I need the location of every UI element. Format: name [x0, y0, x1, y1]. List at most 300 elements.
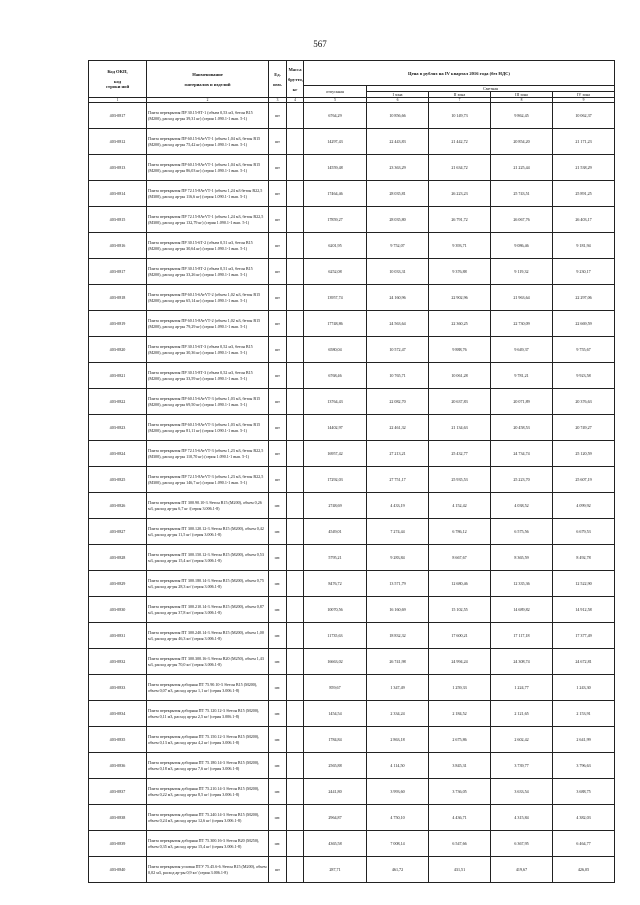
row-mass: [287, 233, 304, 259]
row-name: Плита перекрытия ПР 60.15-6АтVТ-1 (объем 1,04 м3, бетон В15 (М200), расход ар-ры 75,42 кг) (серия 1.090.1-1 вып. 5-1): [147, 129, 269, 155]
table-row: [89, 493, 615, 519]
table-row: [89, 701, 615, 727]
row-release-price: 16957,42: [304, 441, 367, 467]
row-name: Плита перекрытия ПР 72.15-6АтVТ-3 (объем 1,23 м3, бетон В22,5 (М300), расход ар-ры 110,70 кг) (серия 1.090.1-1 вып. 5-1): [147, 441, 269, 467]
row-zone1-price: 7 274,44: [367, 519, 429, 545]
row-release-price: 14559,48: [304, 155, 367, 181]
row-unit: шт: [269, 311, 287, 337]
table-row: [89, 545, 615, 571]
row-zone2-price: 3 736,05: [429, 779, 491, 805]
row-zone3-price: 24 308,74: [491, 649, 553, 675]
row-zone1-price: 22 082,70: [367, 389, 429, 415]
row-zone2-price: 8 667,67: [429, 545, 491, 571]
row-unit: шт: [269, 285, 287, 311]
row-code: 403-0822: [89, 389, 147, 415]
row-mass: [287, 311, 304, 337]
row-zone4-price: 17 377,49: [553, 623, 615, 649]
row-mass: [287, 207, 304, 233]
row-zone2-price: 25 432,77: [429, 441, 491, 467]
row-mass: [287, 597, 304, 623]
row-release-price: 14297,43: [304, 129, 367, 155]
table-row: [89, 753, 615, 779]
row-mass: [287, 155, 304, 181]
row-zone2-price: 22 360,25: [429, 311, 491, 337]
table-row: [89, 831, 615, 857]
row-zone3-price: 22 730,09: [491, 311, 553, 337]
row-zone4-price: 8 492,78: [553, 545, 615, 571]
table-row: [89, 129, 615, 155]
row-zone1-price: 27 213,21: [367, 441, 429, 467]
row-zone1-price: 28 035,80: [367, 207, 429, 233]
row-zone3-price: 8 365,59: [491, 545, 553, 571]
row-code: 403-0812: [89, 129, 147, 155]
row-release-price: 1784,84: [304, 727, 367, 753]
table-row: [89, 571, 615, 597]
table-row: [89, 337, 615, 363]
name-header: Наименование материалов и изделий: [147, 61, 269, 98]
row-code: 403-0823: [89, 415, 147, 441]
row-zone3-price: 17 117,18: [491, 623, 553, 649]
row-code: 403-0813: [89, 155, 147, 181]
row-unit: шт: [269, 233, 287, 259]
row-zone2-price: 9 376,88: [429, 259, 491, 285]
row-zone3-price: 24 734,74: [491, 441, 553, 467]
row-zone1-price: 461,72: [367, 857, 429, 883]
row-unit: шт.: [269, 519, 287, 545]
row-name: Плита перекрытия ПТ 300.240.14-3 /бетон В15 (М200), объем 1,00 м3, расход ар-ры 46,3 кг/ (серия 3.006.1-8): [147, 623, 269, 649]
row-zone4-price: 426,05: [553, 857, 615, 883]
row-unit: шт: [269, 155, 287, 181]
row-unit: шт: [269, 207, 287, 233]
row-unit: шт.: [269, 701, 287, 727]
row-unit: шт: [269, 857, 287, 883]
table-row: [89, 467, 615, 493]
row-release-price: 11735,63: [304, 623, 367, 649]
column-index: 4: [287, 98, 304, 103]
row-unit: шт.: [269, 779, 287, 805]
row-zone1-price: 4 114,50: [367, 753, 429, 779]
row-release-price: 2964,87: [304, 805, 367, 831]
row-release-price: 859,67: [304, 675, 367, 701]
row-zone3-price: 20 854,20: [491, 129, 553, 155]
row-zone1-price: 1 347,49: [367, 675, 429, 701]
row-zone4-price: 25 607,19: [553, 467, 615, 493]
table-header: [89, 61, 615, 103]
row-zone3-price: 12 335,36: [491, 571, 553, 597]
row-mass: [287, 389, 304, 415]
row-zone2-price: 9 888,76: [429, 337, 491, 363]
row-code: 403-0826: [89, 493, 147, 519]
row-zone3-price: 1 224,77: [491, 675, 553, 701]
column-index: 9: [553, 98, 615, 103]
unit-header: Ед. изм.: [269, 61, 287, 98]
row-mass: [287, 441, 304, 467]
row-unit: шт.: [269, 571, 287, 597]
row-zone1-price: 24 160,96: [367, 285, 429, 311]
row-zone4-price: 9 181,94: [553, 233, 615, 259]
row-name: Плита перекрытия доборная ПТ 75.120.12-3 /бетон В15 (М200), объем 0,11 м3, расход ар-ры 2,5 кг/ (серия 3.006.1-8): [147, 701, 269, 727]
row-release-price: 2565,88: [304, 753, 367, 779]
row-zone4-price: 3 688,75: [553, 779, 615, 805]
row-zone1-price: 28 035,81: [367, 181, 429, 207]
row-code: 403-0816: [89, 233, 147, 259]
row-unit: шт: [269, 129, 287, 155]
row-code: 403-0835: [89, 727, 147, 753]
table-row: [89, 415, 615, 441]
row-zone3-price: 21 225,44: [491, 155, 553, 181]
row-zone3-price: 4 038,52: [491, 493, 553, 519]
row-zone3-price: 419,67: [491, 857, 553, 883]
row-zone1-price: 22 461,32: [367, 415, 429, 441]
row-zone4-price: 6 464,77: [553, 831, 615, 857]
row-name: Плита перекрытия доборная ПТ 75.90.10-3 /бетон В15 (М200), объем 0,07 м3, расход ар-ры 1,1 кг/ (серия 3.006.1-8): [147, 675, 269, 701]
row-zone2-price: 10 061,28: [429, 363, 491, 389]
row-unit: шт.: [269, 597, 287, 623]
row-code: 403-0836: [89, 753, 147, 779]
row-zone4-price: 22 297,06: [553, 285, 615, 311]
column-index: 7: [429, 98, 491, 103]
column-index: 5: [304, 98, 367, 103]
row-mass: [287, 363, 304, 389]
row-zone4-price: 26 403,17: [553, 207, 615, 233]
row-release-price: 13764,43: [304, 389, 367, 415]
row-unit: шт: [269, 467, 287, 493]
table-row: [89, 155, 615, 181]
row-zone2-price: 4 152,42: [429, 493, 491, 519]
row-name: Плита перекрытия ПР 60.15-6АтVТ-2 (объем 1,02 м3, бетон В15 (М200), расход ар-ры 65,14 кг) (серия 1.090.1-1 вып. 5-1): [147, 285, 269, 311]
row-zone3-price: 21 963,64: [491, 285, 553, 311]
row-release-price: 4549,01: [304, 519, 367, 545]
row-zone4-price: 4 382,03: [553, 805, 615, 831]
row-unit: шт.: [269, 623, 287, 649]
row-name: Плита перекрытия ПТ 300.90.10-3 /бетон В15 (М200), объем 0,26 м3, расход ар-ры 6,7 кг /(серия 3.006.1-8): [147, 493, 269, 519]
row-release-price: 17748,86: [304, 311, 367, 337]
row-zone1-price: 3 993,60: [367, 779, 429, 805]
row-code: 403-0817: [89, 103, 147, 129]
row-zone3-price: 9 119,32: [491, 259, 553, 285]
row-release-price: 287,71: [304, 857, 367, 883]
table-row: [89, 233, 615, 259]
row-name: Плита перекрытия ПР 30.15-6Т-3 (объем 0,52 м3, бетон В15 (М200), расход ар-ры 30,36 кг) (серия 1.090.1-1 вып. 5-1): [147, 337, 269, 363]
row-zone3-price: 3 739,77: [491, 753, 553, 779]
row-zone3-price: 9 862,45: [491, 103, 553, 129]
table-row: [89, 103, 615, 129]
row-mass: [287, 857, 304, 883]
row-name: Плита перекрытия ПР 30.15-8Т-1 (объем 0,53 м3, бетон В15 (М200), расход ар-ры 39,31 кг) (серия 1.090.1-1 вып. 5-1): [147, 103, 269, 129]
row-zone3-price: 6 575,56: [491, 519, 553, 545]
row-code: 403-0819: [89, 311, 147, 337]
row-zone4-price: 10 062,37: [553, 103, 615, 129]
row-zone2-price: 15 102,55: [429, 597, 491, 623]
row-zone3-price: 9 649,37: [491, 337, 553, 363]
row-zone1-price: 23 363,29: [367, 155, 429, 181]
row-release-price: 6201,95: [304, 233, 367, 259]
table-row: [89, 857, 615, 883]
row-zone2-price: 21 442,72: [429, 129, 491, 155]
table-row: [89, 207, 615, 233]
row-unit: шт.: [269, 545, 287, 571]
row-zone4-price: 2 153,91: [553, 701, 615, 727]
row-mass: [287, 623, 304, 649]
row-unit: шт.: [269, 493, 287, 519]
column-index: 1: [89, 98, 147, 103]
row-unit: шт: [269, 181, 287, 207]
row-zone4-price: 25 120,59: [553, 441, 615, 467]
row-release-price: 17292,03: [304, 467, 367, 493]
row-zone3-price: 20 458,53: [491, 415, 553, 441]
row-mass: [287, 181, 304, 207]
row-name: Плита перекрытия доборная ПТ 75.180.14-3 /бетон В15 (М200), объем 0,18 м3, расход ар-ры 7,6 кг/ (серия 3.006.1-8): [147, 753, 269, 779]
row-release-price: 2441,80: [304, 779, 367, 805]
table-row: [89, 675, 615, 701]
row-unit: шт.: [269, 805, 287, 831]
row-zone1-price: 24 563,64: [367, 311, 429, 337]
row-name: Плита перекрытия ПР 60.15-8АтVТ-2 (объем 1,02 м3, бетон В15 (М200), расход ар-ры 79,29 кг) (серия 1.090.1-1 вып. 5-1): [147, 311, 269, 337]
row-code: 403-0825: [89, 467, 147, 493]
row-mass: [287, 545, 304, 571]
table-row: [89, 623, 615, 649]
row-mass: [287, 727, 304, 753]
row-release-price: 6252,08: [304, 259, 367, 285]
row-release-price: 6580,04: [304, 337, 367, 363]
column-index: 2: [147, 98, 269, 103]
table-row: [89, 389, 615, 415]
row-zone2-price: 2 675,86: [429, 727, 491, 753]
row-zone2-price: 4 436,71: [429, 805, 491, 831]
row-code: 403-0817: [89, 259, 147, 285]
row-release-price: 2748,69: [304, 493, 367, 519]
row-name: Плита перекрытия ПТ 300.150.12-3 /бетон В15 (М200), объем 0,53 м3, расход ар-ры 15,4 кг/ (серия 3.006.1-8): [147, 545, 269, 571]
row-name: Плита перекрытия ПР 60.15-6АтVТ-3 (объем 1,03 м3, бетон В15 (М200), расход ар-ры 69,50 кг) (серия 1.090.1-1 вып. 5-1): [147, 389, 269, 415]
row-release-price: 6768,46: [304, 363, 367, 389]
row-zone1-price: 7 008,14: [367, 831, 429, 857]
row-mass: [287, 259, 304, 285]
row-code: 403-0840: [89, 857, 147, 883]
row-name: Плита перекрытия доборная ПТ 75.210.14-3 /бетон В15 (М200), объем 0,22 м3, расход ар-ры 8,5 кг/ (серия 3.006.1-8): [147, 779, 269, 805]
row-zone2-price: 10 149,73: [429, 103, 491, 129]
row-unit: шт: [269, 259, 287, 285]
row-release-price: 17859,27: [304, 207, 367, 233]
row-unit: шт: [269, 363, 287, 389]
row-unit: шт: [269, 337, 287, 363]
row-code: 403-0814: [89, 181, 147, 207]
table-row: [89, 441, 615, 467]
row-mass: [287, 337, 304, 363]
row-name: Плита перекрытия ПТ 300.300.16-3 /бетон В20 (М250), объем 1,43 м3, расход ар-ры 70,0 кг/ (серия 3.006.1-8): [147, 649, 269, 675]
row-mass: [287, 493, 304, 519]
row-zone4-price: 20 749,27: [553, 415, 615, 441]
table-row: [89, 259, 615, 285]
row-name: Плита перекрытия доборная ПТ 75.300.16-3 /бетон В20 (М250), объем 0,35 м3, расход ар-ры 15,4 кг/ (серия 3.006.1-8): [147, 831, 269, 857]
row-code: 403-0838: [89, 805, 147, 831]
row-zone4-price: 6 679,53: [553, 519, 615, 545]
row-unit: шт.: [269, 727, 287, 753]
row-release-price: 14402,97: [304, 415, 367, 441]
row-release-price: 6764,29: [304, 103, 367, 129]
row-name: Плита перекрытия доборная ПТ 75.240.14-3 /бетон В15 (М200), объем 0,24 м3, расход ар-ры 12,6 кг/ (серия 3.006.1-8): [147, 805, 269, 831]
row-name: Плита перекрытия ПТ 300.120.12-3 /бетон В15 (М200), объем 0,42 м3, расход ар-ры 11,5 кг/ (серия 3.006.1-8): [147, 519, 269, 545]
row-zone1-price: 18 832,32: [367, 623, 429, 649]
table-body: [89, 103, 615, 883]
row-mass: [287, 285, 304, 311]
row-zone1-price: 16 160,69: [367, 597, 429, 623]
row-zone3-price: 2 602,42: [491, 727, 553, 753]
zone4-header: IV зона: [553, 92, 615, 98]
row-name: Плита перекрытия ПР 72.15-8АтVТ-1 (объем 1,24 м3 бетон В22,5 (М300), расход ар-ры 116,6 кг) (серия 1.090.1-1 вып. 5-1): [147, 181, 269, 207]
table-row: [89, 727, 615, 753]
row-code: 403-0828: [89, 545, 147, 571]
row-zone1-price: 2 334,24: [367, 701, 429, 727]
row-zone1-price: 9 752,07: [367, 233, 429, 259]
row-zone4-price: 9 230,17: [553, 259, 615, 285]
row-zone2-price: 20 637,83: [429, 389, 491, 415]
row-zone1-price: 10 765,71: [367, 363, 429, 389]
row-code: 403-0834: [89, 701, 147, 727]
price-header: Цена в рублях на IV квартал 2016 года (без НДС): [304, 61, 615, 86]
row-mass: [287, 779, 304, 805]
table-row: [89, 285, 615, 311]
row-zone2-price: 2 184,52: [429, 701, 491, 727]
row-zone3-price: 26 067,76: [491, 207, 553, 233]
row-zone4-price: 9 755,67: [553, 337, 615, 363]
row-zone1-price: 26 741,98: [367, 649, 429, 675]
row-zone2-price: 25 935,53: [429, 467, 491, 493]
row-code: 403-0833: [89, 675, 147, 701]
row-mass: [287, 675, 304, 701]
row-name: Плита перекрытия ПР 30.15-6Т-2 (объем 0,51 м3, бетон В15 (М200), расход ар-ры 30,64 кг) (серия 1.090.1-1 вып. 5-1): [147, 233, 269, 259]
row-release-price: 16663,02: [304, 649, 367, 675]
row-code: 403-0837: [89, 779, 147, 805]
zone2-header: II зона: [429, 92, 491, 98]
row-zone3-price: 14 689,82: [491, 597, 553, 623]
row-name: Плита перекрытия ПР 60.15-8АтVТ-1 (объем 1,04 м3, бетон В15 (М200), расход ар-ры 86,03 кг) (серия 1.090.1-1 вып. 5-1): [147, 155, 269, 181]
row-zone3-price: 4 315,84: [491, 805, 553, 831]
row-zone3-price: 6 367,95: [491, 831, 553, 857]
row-zone2-price: 6 786,12: [429, 519, 491, 545]
price-table: [88, 60, 615, 883]
row-mass: [287, 701, 304, 727]
row-zone2-price: 6 547,66: [429, 831, 491, 857]
row-name: Плита перекрытия ПР 30.15-8Т-3 (объем 0,52 м3, бетон В15 (М200), расход ар-ры 33,59 кг) (серия 1.090.1-1 вып. 5-1): [147, 363, 269, 389]
row-unit: шт: [269, 389, 287, 415]
table-row: [89, 779, 615, 805]
row-zone1-price: 10 572,47: [367, 337, 429, 363]
row-zone1-price: 2 863,18: [367, 727, 429, 753]
row-zone1-price: 13 571,79: [367, 571, 429, 597]
table-row: [89, 311, 615, 337]
table-row: [89, 805, 615, 831]
row-code: 403-0824: [89, 441, 147, 467]
row-zone1-price: 4 750,10: [367, 805, 429, 831]
row-zone2-price: 12 680,46: [429, 571, 491, 597]
row-zone2-price: 26 791,72: [429, 207, 491, 233]
row-zone4-price: 2 641,99: [553, 727, 615, 753]
row-zone3-price: 9 781,21: [491, 363, 553, 389]
row-zone4-price: 9 923,58: [553, 363, 615, 389]
row-code: 403-0830: [89, 597, 147, 623]
row-zone2-price: 26 223,23: [429, 181, 491, 207]
mass-header: Масса брутто, кг: [287, 61, 304, 98]
row-zone2-price: 22 902,96: [429, 285, 491, 311]
row-zone3-price: 3 633,54: [491, 779, 553, 805]
row-zone2-price: 1 259,33: [429, 675, 491, 701]
row-name: Плита перекрытия ПТ 300.210.14-3 /бетон В15 (М200), объем 0,87 м3, расход ар-ры 37,8 кг/ (серия 3.006.1-8): [147, 597, 269, 623]
row-unit: шт.: [269, 649, 287, 675]
page-number: 567: [313, 39, 327, 49]
row-zone4-price: 1 243,30: [553, 675, 615, 701]
table-row: [89, 649, 615, 675]
row-mass: [287, 753, 304, 779]
row-zone2-price: 21 134,63: [429, 415, 491, 441]
row-zone4-price: 25 891,25: [553, 181, 615, 207]
zone3-header: III зона: [491, 92, 553, 98]
row-zone3-price: 25 223,70: [491, 467, 553, 493]
row-name: Плита перекрытия ПР 72.15-8АтVТ-1 (объем 1,24 м3, бетон В22,5 (М300), расход ар-ры 132,79 кг) (серия 1.090.1-1 вып. 5-1): [147, 207, 269, 233]
zone1-header: I зона: [367, 92, 429, 98]
row-zone2-price: 431,51: [429, 857, 491, 883]
row-unit: шт: [269, 415, 287, 441]
row-zone1-price: 10 033,31: [367, 259, 429, 285]
table-row: [89, 363, 615, 389]
row-zone1-price: 27 751,17: [367, 467, 429, 493]
row-name: Плита перекрытия доборная ПТ 75.150.12-3 /бетон В15 (М200), объем 0,13 м3, расход ар-ры 4,2 кг/ (серия 3.006.1-8): [147, 727, 269, 753]
row-name: Плита перекрытия ПР 30.15-8Т-2 (объем 0,51 м3, бетон В15 (М200), расход ар-ры 33,26 кг) (серия 1.090.1-1 вып. 5-1): [147, 259, 269, 285]
row-zone2-price: 21 634,72: [429, 155, 491, 181]
column-index: 6: [367, 98, 429, 103]
row-mass: [287, 415, 304, 441]
row-unit: шт: [269, 103, 287, 129]
row-release-price: 1454,54: [304, 701, 367, 727]
row-zone1-price: 10 856,66: [367, 103, 429, 129]
row-zone4-price: 21 538,29: [553, 155, 615, 181]
row-release-price: 10070,56: [304, 597, 367, 623]
row-zone4-price: 12 522,90: [553, 571, 615, 597]
row-zone4-price: 22 669,59: [553, 311, 615, 337]
table-row: [89, 519, 615, 545]
row-zone1-price: 4 433,19: [367, 493, 429, 519]
row-zone3-price: 9 086,46: [491, 233, 553, 259]
row-code: 403-0821: [89, 363, 147, 389]
row-mass: [287, 103, 304, 129]
row-zone4-price: 20 376,63: [553, 389, 615, 415]
row-zone4-price: 4 099,92: [553, 493, 615, 519]
row-zone4-price: 21 171,23: [553, 129, 615, 155]
column-index: 8: [491, 98, 553, 103]
row-code: 403-0818: [89, 285, 147, 311]
row-zone2-price: 17 600,21: [429, 623, 491, 649]
row-zone1-price: 22 443,83: [367, 129, 429, 155]
row-unit: шт.: [269, 675, 287, 701]
row-release-price: 8476,72: [304, 571, 367, 597]
column-index: 3: [269, 98, 287, 103]
row-name: Плита перекрытия угловая ПТУ 75.45.6-6 /бетон В15 (М200), объем 0,02 м3, расход ар-ры 0,9 кг/ (серия 3.006.1-8): [147, 857, 269, 883]
row-mass: [287, 519, 304, 545]
row-zone4-price: 14 912,58: [553, 597, 615, 623]
row-mass: [287, 805, 304, 831]
row-code: 403-0829: [89, 571, 147, 597]
row-zone3-price: 25 743,51: [491, 181, 553, 207]
row-release-price: 5795,21: [304, 545, 367, 571]
row-release-price: 17464,46: [304, 181, 367, 207]
row-mass: [287, 571, 304, 597]
row-release-price: 13957,74: [304, 285, 367, 311]
row-zone4-price: 3 796,63: [553, 753, 615, 779]
row-mass: [287, 649, 304, 675]
row-zone2-price: 9 393,71: [429, 233, 491, 259]
row-code: 403-0839: [89, 831, 147, 857]
row-unit: шт: [269, 441, 287, 467]
row-zone1-price: 9 283,84: [367, 545, 429, 571]
